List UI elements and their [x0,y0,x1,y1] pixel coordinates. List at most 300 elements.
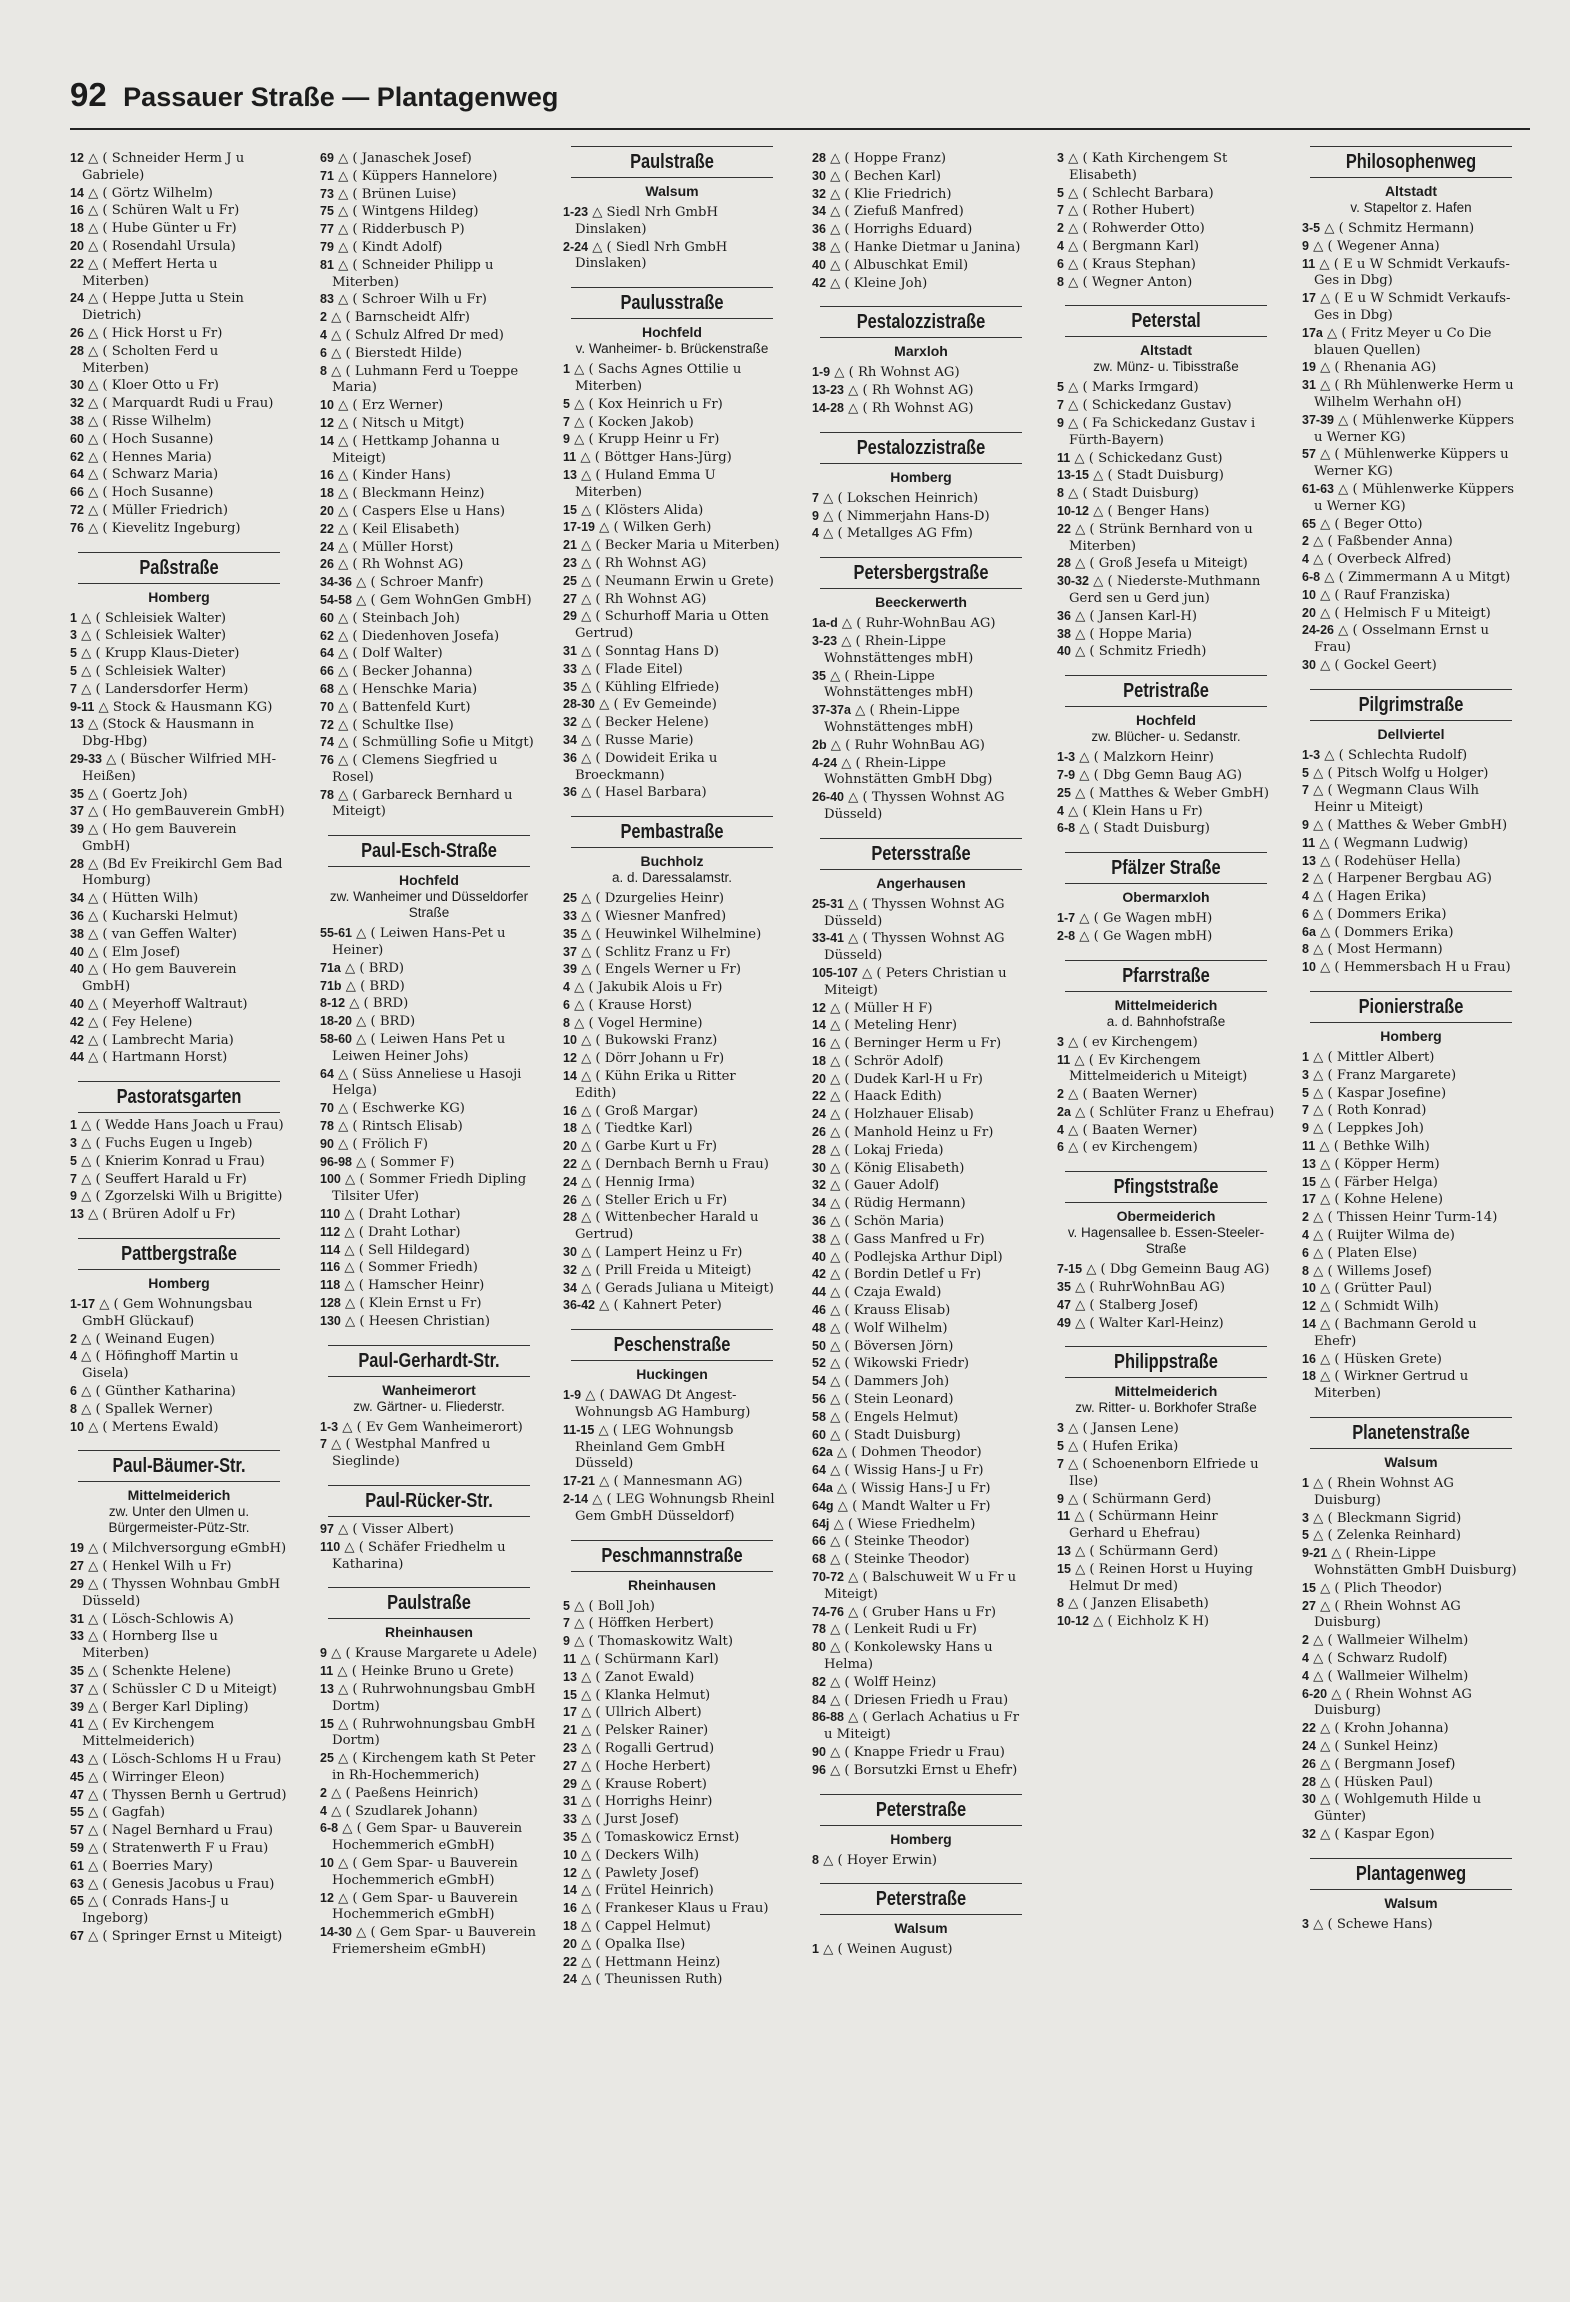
district-name: Huckingen [636,1366,708,1383]
list-item [563,1918,781,1936]
house-number: 11 [1057,1509,1071,1524]
section-rule [1310,146,1512,147]
list-item [70,520,288,538]
house-number: 34 [812,1196,826,1211]
house-number: 40 [70,962,84,977]
list-item [812,400,1030,418]
page-header [70,76,1530,130]
list-item [320,1820,538,1855]
list-item [563,1758,781,1776]
owner-text: △ ( Dowideit Erika u Broeckmann) [575,750,718,783]
house-number: 96-98 [320,1154,352,1169]
owner-text: △ ( Jansen Lene) [1063,1421,1179,1437]
owner-text: △ ( Schwarz Maria) [83,467,219,483]
owner-text: △ ( Balschuweit W u Fr u Miteigt) [824,1570,1017,1602]
house-number: 14 [1302,1317,1316,1332]
house-number: 40 [70,944,84,959]
owner-text: △ ( Klein Hans u Fr) [1063,803,1203,819]
list-item [563,944,781,962]
section-rule [1310,689,1512,690]
list-item [1302,1156,1520,1174]
house-number: 78 [812,1622,826,1637]
entry-list [1057,1034,1275,1158]
house-number: 32 [563,1262,577,1277]
owner-text: △ ( Rh Wohnst AG) [843,400,974,416]
owner-text: △ ( Schürmann Karl) [576,1652,719,1667]
owner-text: △ ( Rh Wohnst AG) [576,555,707,571]
district-name: Homberg [890,1830,952,1847]
house-number: 64 [812,1463,826,1478]
house-number: 62 [70,449,84,464]
owner-text: △ ( Konkolewsky Hans u Helma) [824,1640,993,1672]
district-name: Walsum [894,1920,948,1937]
list-item [563,679,781,697]
house-number: 2 [1057,1087,1064,1102]
owner-text: △ ( Eschwerke KG) [333,1101,465,1117]
entry-list [70,1117,288,1224]
owner-text: △ ( Nimmerjahn Hans-D) [818,508,990,524]
house-number: 65 [1302,516,1316,531]
street-section [320,1485,538,1573]
house-number: 26 [70,325,84,340]
house-number: 7 [1057,398,1064,413]
owner-text: △ ( Draht Lothar) [340,1207,461,1223]
house-number: 4 [563,980,570,995]
list-item [812,168,1030,186]
house-number: 70 [320,1101,334,1116]
list-item [812,633,1030,668]
house-number: 28 [1057,556,1071,571]
owner-text: △ ( Kühling Elfriede) [576,679,720,695]
house-number: 58 [812,1409,826,1424]
street-name: Paul-Rücker-Str. [365,1490,493,1512]
section-rule [1065,675,1267,676]
house-number: 8 [812,1852,819,1867]
street-name: Paulstraße [387,1592,471,1615]
list-item [563,1882,781,1900]
list-item [70,377,288,395]
list-item [1302,516,1520,534]
owner-text: △ ( Günther Katharina) [76,1384,236,1400]
owner-text: △ ( Ho gem Bauverein GmbH) [82,962,237,995]
list-item [1057,521,1275,556]
house-number: 38 [1057,626,1071,641]
house-number: 4 [1302,1650,1309,1665]
list-item [563,1156,781,1174]
house-number: 16 [70,203,84,218]
street-name: Pastoratsgarten [116,1086,242,1109]
street-section [812,432,1030,543]
house-number: 8 [1057,1596,1064,1611]
list-item [563,696,781,714]
section-rule [1065,1202,1267,1203]
house-number: 14 [70,185,84,200]
section-rule [1310,177,1512,178]
list-item [812,1106,1030,1124]
owner-text: △ ( Holzhauer Elisab) [825,1107,974,1123]
house-number: 64a [812,1481,833,1496]
owner-text: △ ( Schlitz Franz u Fr) [576,944,731,960]
house-number: 9 [1057,1491,1064,1506]
owner-text: △ ( Wissig Hans-J u Fr) [832,1481,991,1497]
house-number: 3 [70,628,77,643]
house-number: 12 [812,1000,826,1015]
list-item [812,1284,1030,1302]
house-number: 14 [563,1883,577,1898]
list-item [812,1762,1030,1780]
street-section [563,1329,781,1525]
house-number: 12 [563,1865,577,1880]
owner-text: △ ( Heinke Bruno u Grete) [333,1664,514,1680]
street-name: Peterstraße [875,1798,967,1821]
street-section [1057,960,1275,1158]
list-item [1057,555,1275,573]
owner-text: △ ( Görtz Wilhelm) [83,185,213,201]
list-item [1057,379,1275,397]
house-number: 27 [563,591,577,606]
owner-text: △ ( Bethke Wilh) [1315,1139,1430,1155]
section-rule [820,588,1022,589]
list-item [563,1050,781,1068]
list-item [563,361,781,396]
list-item [70,856,288,891]
house-number: 16 [563,1901,577,1916]
house-number: 35 [563,1829,577,1844]
list-item [70,1540,288,1558]
owner-text: △ ( Gem Spar- u Bauverein Hochemmerich eGmbH) [332,1821,523,1854]
house-number: 29 [563,1776,577,1791]
list-item [563,396,781,414]
list-item [1302,569,1520,587]
list-item [812,702,1030,737]
street-location-note: a. d. Bahnhofstraße [1106,1013,1226,1029]
owner-text: △ ( Bleckmann Heinz) [333,486,485,502]
house-number: 22 [563,1157,577,1172]
list-item [812,1320,1030,1338]
list-item [70,1699,288,1717]
owner-text: △ ( Haack Edith) [825,1089,942,1105]
owner-text: △ (Stock & Hausmann in Dbg-Hbg) [82,717,255,750]
street-columns [70,146,1530,2276]
house-number: 4 [1057,238,1064,253]
house-number: 36-42 [563,1298,595,1313]
house-number: 11 [320,1664,334,1679]
section-rule [328,1345,530,1346]
house-number: 66 [70,485,84,500]
house-number: 13 [563,1669,577,1684]
list-item [1302,853,1520,871]
owner-text: △ ( BRD) [340,960,405,976]
owner-text: △ ( Ev Kirchengem Mittelmeiderich) [82,1717,215,1750]
district-name: Homberg [148,1275,210,1292]
section-rule [820,1794,1022,1795]
section-rule [820,432,1022,433]
list-item [320,925,538,960]
owner-text: △ ( Steller Erich u Fr) [576,1192,728,1208]
section-rule [78,583,280,584]
list-item [812,1462,1030,1480]
entry-list [563,204,781,273]
list-item [1302,1120,1520,1138]
street-section [812,150,1030,292]
section-rule [571,318,773,319]
owner-text: △ ( Dolf Walter) [333,646,443,662]
section-rule [328,1516,530,1517]
house-number: 11 [1302,1139,1316,1154]
owner-text: △ ( Meffert Herta u Miterben) [82,256,218,289]
list-item [563,1120,781,1138]
list-item [812,525,1030,543]
list-item [812,1551,1030,1569]
house-number: 110 [320,1539,341,1554]
list-item [563,1598,781,1616]
list-item [812,1124,1030,1142]
house-number: 4 [1057,803,1064,818]
list-item [563,1633,781,1651]
house-number: 49 [1057,1315,1071,1330]
owner-text: △ ( Platen Else) [1308,1245,1418,1261]
owner-text: △ ( Ruhr-WohnBau AG) [837,616,996,632]
owner-text: △ ( Ev Gem Wanheimerort) [338,1419,523,1435]
list-item [812,668,1030,703]
list-item [812,1621,1030,1639]
list-item [1057,1595,1275,1613]
list-item [812,1302,1030,1320]
section-rule [328,835,530,836]
owner-text: △ ( Steinke Theodor) [825,1534,970,1550]
list-item [1057,1139,1275,1157]
house-number: 17 [1302,1192,1316,1207]
house-number: 18 [812,1053,826,1068]
house-number: 54-58 [320,592,352,607]
list-item [1302,359,1520,377]
house-number: 72 [70,502,84,517]
house-number: 47 [70,1787,84,1802]
list-item [563,431,781,449]
list-item [320,1419,538,1437]
owner-text: △ ( Wegmann Claus Wilh Heinr u Miteigt) [1308,783,1479,816]
list-item [812,1709,1030,1744]
column-5 [1057,146,1275,2276]
house-number: 24-26 [1302,623,1334,638]
house-number: 40 [1057,644,1071,659]
list-item [70,716,288,751]
house-number: 82 [812,1674,826,1689]
house-number: 10 [1302,587,1316,602]
owner-text: △ ( Hornberg Ilse u Miterben) [82,1629,218,1662]
list-item [563,1776,781,1794]
list-item [812,1000,1030,1018]
house-number: 8 [1302,942,1309,957]
house-number: 2-14 [563,1492,589,1507]
owner-text: △ ( Schüren Walt u Fr) [83,203,240,219]
house-number: 76 [70,520,84,535]
owner-text: △ ( Osselmann Ernst u Frau) [1314,623,1489,656]
house-number: 12 [1302,1299,1316,1314]
house-number: 10 [320,1855,334,1870]
house-number: 8-12 [320,996,346,1011]
street-section [70,552,288,1068]
house-number: 7 [70,1171,77,1186]
owner-text: △ ( Benger Hans) [1088,503,1210,519]
house-number: 13-23 [812,383,844,398]
column-4 [812,146,1030,2276]
district-name: Obermarxloh [1122,889,1210,906]
entry-list [320,925,538,1330]
list-item [812,203,1030,221]
owner-text: △ ( Wegmann Ludwig) [1315,835,1469,851]
owner-text: △ ( Zelenka Reinhard) [1308,1528,1462,1544]
house-number: 32 [812,186,826,201]
street-location-note: zw. Münz- u. Tibisstraße [1093,359,1239,375]
owner-text: △ ( Hube Günter u Fr) [83,221,237,237]
street-location-note: zw. Wanheimer und Düsseldorfer Straße [329,889,529,921]
list-item [812,221,1030,239]
house-number: 20 [812,1071,826,1086]
list-item [70,803,288,821]
house-number: 7 [563,1616,570,1631]
section-rule [1065,336,1267,337]
owner-text: △ ( Neumann Erwin u Grete) [576,573,774,589]
house-number: 66 [812,1534,826,1549]
section-rule [328,1618,530,1619]
street-section [812,838,1030,1780]
owner-text: △ ( Hoche Herbert) [576,1758,711,1774]
owner-text: △ ( Peters Christian u Miteigt) [824,965,1007,998]
street-section [70,1238,288,1436]
house-number: 35 [812,668,826,683]
list-item [70,1558,288,1576]
street-section [1057,675,1275,838]
owner-text: △ Stock & Hausmann KG) [94,699,273,715]
house-number: 58-60 [320,1032,352,1047]
section-rule [820,1883,1022,1884]
house-number: 18 [320,486,334,501]
house-number: 9-11 [70,699,95,714]
house-number: 30 [1302,1792,1316,1807]
house-number: 64j [812,1516,830,1531]
house-number: 9 [1302,238,1309,253]
list-item [70,1419,288,1437]
list-item [1302,1916,1520,1934]
owner-text: △ ( Nagel Bernhard u Frau) [83,1823,274,1839]
list-item [1057,1086,1275,1104]
list-item [1302,747,1520,765]
list-item [812,1373,1030,1391]
section-rule [820,1825,1022,1826]
house-number: 12 [563,1051,577,1066]
list-item [563,1971,781,1989]
list-item [320,1645,538,1663]
owner-text: △ ( Sommer Friedh) [340,1260,478,1276]
house-number: 22 [563,1954,577,1969]
owner-text: △ ( Albuschkat Emil) [825,257,969,273]
house-number: 10 [563,1033,577,1048]
owner-text: △ ( Borsutzki Ernst u Ehefr) [825,1762,1018,1778]
house-number: 11-15 [563,1422,595,1437]
district-name: Hochfeld [642,324,702,341]
owner-text: △ ( Hick Horst u Fr) [83,325,223,341]
owner-text: △ ( Bukowski Franz) [576,1033,718,1049]
entry-list [812,490,1030,543]
owner-text: △ ( Kocken Jakob) [569,414,694,430]
house-number: 50 [812,1338,826,1353]
owner-text: △ ( Landersdorfer Herm) [76,681,249,697]
list-item [70,1296,288,1331]
list-item [70,663,288,681]
list-item [812,1142,1030,1160]
owner-text: △ ( Rhein-Lippe Wohnstättenges mbH) [824,668,974,701]
owner-text: △ ( Rh Wohnst AG) [830,365,960,381]
house-number: 11 [1057,1052,1071,1067]
list-item [1057,150,1275,185]
list-item [320,397,538,415]
list-item [320,1013,538,1031]
list-item [70,1401,288,1419]
owner-text: △ ( Eichholz K H) [1088,1614,1210,1630]
list-item [563,414,781,432]
owner-text: △ ( Krause Margarete u Adele) [326,1646,538,1662]
owner-text: △ ( Sunkel Heinz) [1315,1738,1439,1754]
house-number: 34 [563,1280,577,1295]
owner-text: △ ( Thyssen Bernh u Gertrud) [83,1787,287,1803]
street-section [1302,1417,1520,1844]
owner-text: △ ( Harpener Bergbau AG) [1308,871,1492,887]
list-item [1302,1263,1520,1281]
house-number: 7 [1057,203,1064,218]
street-name: Paßstraße [139,556,219,579]
owner-text: △ ( van Geffen Walter) [83,926,238,942]
owner-text: △ ( Sachs Agnes Ottilie u Miterben) [569,362,742,394]
owner-text: △ ( Barnscheidt Alfr) [326,310,470,326]
section-rule [328,1587,530,1588]
district-name: Homberg [1380,1028,1442,1045]
owner-text: △ ( Müller Friedrich) [83,502,228,518]
owner-text: △ ( Garbareck Bernhard u Miteigt) [332,787,513,820]
street-location-note: a. d. Daressalamstr. [611,870,733,886]
list-item [1057,820,1275,838]
owner-text: △ ( Podlejska Arthur Dipl) [825,1249,1003,1265]
owner-text: △ ( Schwarz Rudolf) [1308,1650,1448,1666]
house-number: 3 [1302,1916,1309,1931]
owner-text: △ ( Grütter Paul) [1315,1281,1432,1297]
owner-text: △ ( Bordin Detlef u Fr) [825,1267,982,1283]
list-item [1302,888,1520,906]
owner-text: △ ( Mittler Albert) [1308,1050,1435,1066]
street-name: Pilgrimstraße [1358,693,1464,716]
street-section [1302,146,1520,675]
list-item [812,1444,1030,1462]
owner-text: △ ( Jurst Josef) [576,1812,679,1828]
street-name: Peschenstraße [613,1334,731,1357]
owner-text: △ ( Springer Ernst u Miteigt) [83,1928,283,1944]
district-name: Homberg [890,468,952,485]
house-number: 33 [563,661,577,676]
house-number: 28 [1302,1774,1316,1789]
list-item [563,997,781,1015]
owner-text: △ ( Hettkamp Johanna u Miteigt) [332,433,500,466]
house-number: 36 [1057,608,1071,623]
house-number: 9 [563,1634,570,1649]
house-number: 4 [1302,552,1309,567]
section-rule [820,1914,1022,1915]
owner-text: △ ( Meteling Henr) [825,1018,957,1034]
house-number: 46 [812,1303,826,1318]
house-number: 6 [320,345,327,360]
owner-text: △ ( Lenkeit Rudi u Fr) [825,1622,977,1638]
entry-list [320,1645,538,1958]
list-item [70,627,288,645]
